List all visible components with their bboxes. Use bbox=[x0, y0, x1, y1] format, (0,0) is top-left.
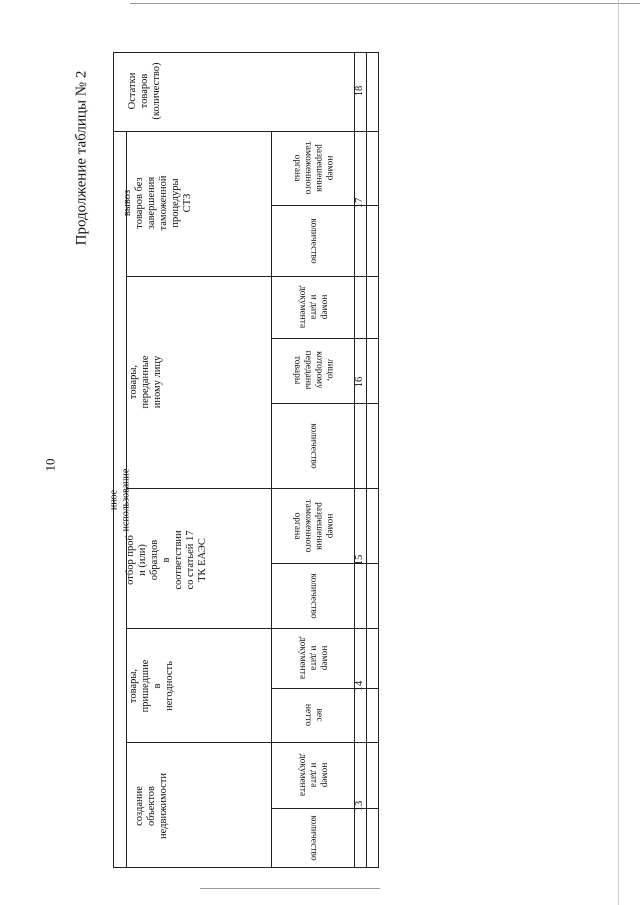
col15-col14-boundary bbox=[126, 628, 379, 629]
group-header-text: иное использование bbox=[108, 468, 131, 532]
table: иное использование Остатки товаров (количество) вывоз товаров без завершения таможенной процедуры СТЗ товары, переданные иному лицу отбор проб и (или) образцов в соответствии со статьей 17 ТК ЕАЭС товары, пришедшие в негодность создание объектов недвижимости номер разрешения таможенного органа количество номер и дата документа лицо, которому переданы товары количество номер разрешения таможенного органа количество номер и дата документа вес нетто номер и дата документа количество 18 17 16 15 14 13 bbox=[0, 0, 640, 905]
table-border-top bbox=[113, 52, 379, 53]
col18-boundary bbox=[113, 131, 379, 132]
col17-col16-boundary bbox=[126, 276, 379, 277]
table-border-bottom bbox=[113, 867, 379, 868]
col16-sub-boundary-1 bbox=[271, 338, 379, 339]
col16-col15-boundary bbox=[126, 488, 379, 489]
table-border-right bbox=[378, 52, 379, 868]
col14-col13-boundary bbox=[126, 742, 379, 743]
page-title-text: Продолжение таблицы № 2 bbox=[73, 70, 90, 246]
data-row-line bbox=[366, 52, 367, 868]
col16-sub-boundary-2 bbox=[271, 403, 379, 404]
table-border-left bbox=[113, 52, 114, 868]
number-row-line bbox=[354, 52, 355, 868]
page-number: 10 bbox=[42, 458, 58, 472]
subheader-line bbox=[271, 131, 272, 868]
